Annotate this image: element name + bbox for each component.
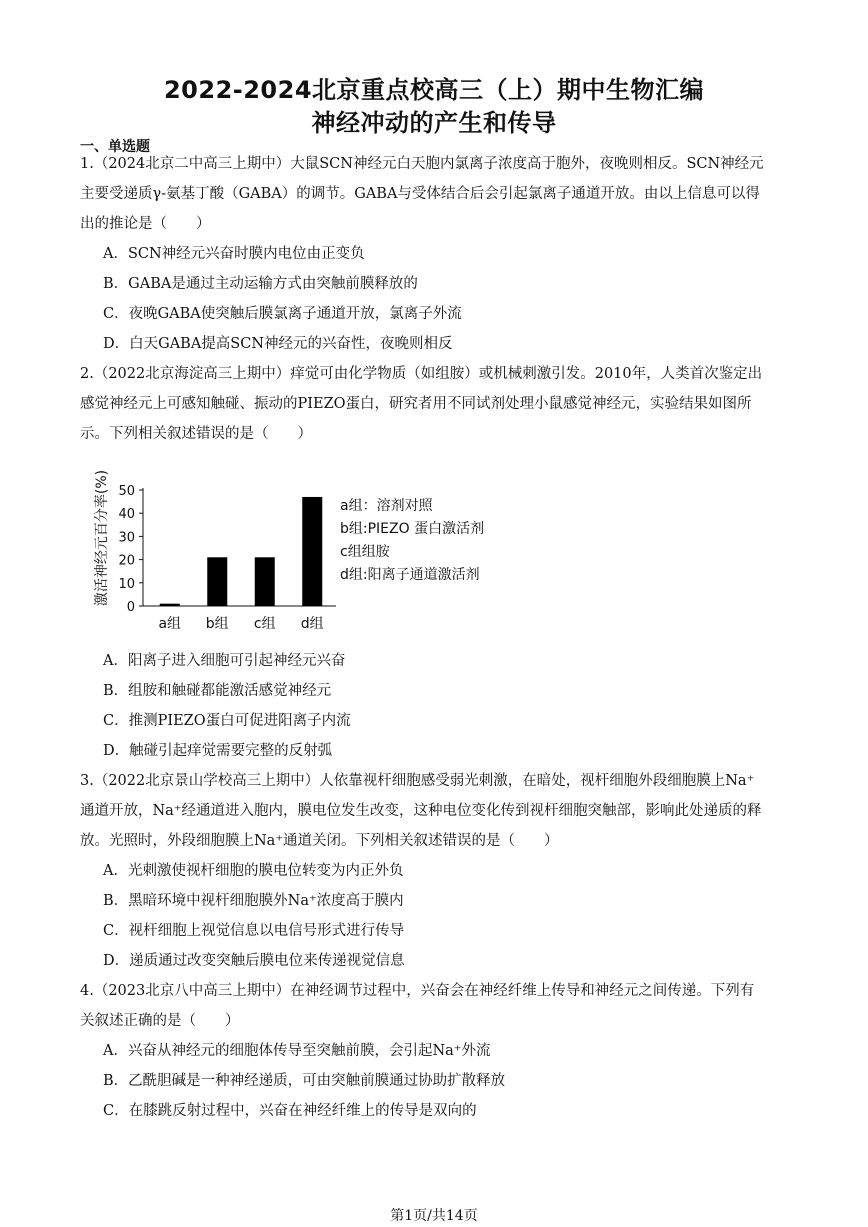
page-title: 2022-2024北京重点校高三（上）期中生物汇编	[163, 76, 705, 104]
bar	[160, 604, 180, 606]
question-1-stem-line: 1.（2024北京二中高三上期中）大鼠SCN神经元白天胞内氯离子浓度高于胞外，夜晚则相反。SCN神经元	[80, 156, 764, 172]
question-2-option-a: A．阳离子进入细胞可引起神经元兴奋	[103, 653, 346, 669]
question-2-option-b: B．组胺和触碰都能激活感觉神经元	[103, 683, 332, 699]
bar-chart	[88, 460, 548, 640]
question-1-option-b: B．GABA是通过主动运输方式由突触前膜释放的	[103, 276, 418, 292]
x-axis-labels	[158, 616, 323, 632]
y-tick-label: 50	[118, 484, 135, 499]
question-2-stem-line: 示。下列相关叙述错误的是（ ）	[80, 426, 312, 442]
question-2-stem-line: 感觉神经元上可感知触碰、振动的PIEZO蛋白，研究者用不同试剂处理小鼠感觉神经元，实验结果如图所	[80, 396, 752, 412]
page-subtitle: 神经冲动的产生和传导	[311, 109, 557, 137]
question-4-option-a: A．兴奋从神经元的细胞体传导至突触前膜，会引起Na⁺外流	[103, 1043, 491, 1059]
bar	[207, 557, 227, 606]
question-4-option-c: C．在膝跳反射过程中，兴奋在神经纤维上的传导是双向的	[103, 1103, 477, 1119]
page-footer: 第1页/共14页	[390, 1208, 478, 1224]
x-tick-label: a组	[158, 616, 182, 632]
question-1-option-d: D．白天GABA提高SCN神经元的兴奋性，夜晚则相反	[103, 336, 453, 352]
bar	[302, 497, 322, 606]
question-3-option-c: C．视杆细胞上视觉信息以电信号形式进行传导	[103, 923, 405, 939]
legend-entry: c组组胺	[340, 544, 390, 560]
question-2-option-d: D．触碰引起痒觉需要完整的反射弧	[103, 743, 333, 759]
question-3-stem-line: 3.（2022北京景山学校高三上期中）人依靠视杆细胞感受弱光刺激，在暗处，视杆细胞外段细胞膜上Na⁺	[80, 773, 755, 789]
bars	[160, 497, 323, 606]
question-1-stem-line: 出的推论是（ ）	[80, 216, 211, 232]
question-2-option-c: C．推测PIEZO蛋白可促进阳离子内流	[103, 713, 351, 729]
question-1-option-c: C．夜晚GABA使突触后膜氯离子通道开放，氯离子外流	[103, 306, 462, 322]
question-3-stem-line: 放。光照时，外段细胞膜上Na⁺通道关闭。下列相关叙述错误的是（ ）	[80, 833, 559, 849]
question-3-stem-line: 通道开放，Na⁺经通道进入胞内，膜电位发生改变，这种电位变化传到视杆细胞突触部，影响此处递质的释	[80, 803, 762, 819]
bar-chart-figure	[88, 460, 548, 640]
legend-entry: b组:PIEZO 蛋白激活剂	[340, 521, 485, 537]
question-3-option-b: B．黑暗环境中视杆细胞膜外Na⁺浓度高于膜内	[103, 893, 404, 909]
question-1-stem-line: 主要受递质γ-氨基丁酸（GABA）的调节。GABA与受体结合后会引起氯离子通道开放。由以上信息可以得	[80, 186, 760, 202]
chart-legend	[340, 497, 484, 583]
question-3-option-d: D．递质通过改变突触后膜电位来传递视觉信息	[103, 953, 405, 969]
question-4-stem-line: 关叙述正确的是（ ）	[80, 1013, 240, 1029]
section-heading: 一、单选题	[80, 139, 150, 155]
legend-entry: a组：溶剂对照	[340, 498, 433, 514]
y-tick-label: 20	[118, 553, 135, 569]
x-tick-label: c组	[253, 616, 276, 632]
x-tick-label: d组	[300, 616, 324, 632]
y-tick-label: 10	[118, 576, 135, 592]
question-3-option-a: A．光刺激使视杆细胞的膜电位转变为内正外负	[103, 863, 404, 879]
y-tick-label: 0	[126, 600, 135, 615]
legend-entry: d组:阳离子通道激活剂	[340, 567, 480, 583]
y-tick-label: 30	[118, 530, 135, 546]
y-tick-label: 40	[118, 507, 135, 523]
question-4-stem-line: 4.（2023北京八中高三上期中）在神经调节过程中，兴奋会在神经纤维上传导和神经元之间传递。下列有	[80, 983, 755, 999]
question-4-option-b: B．乙酰胆碱是一种神经递质，可由突触前膜通过协助扩散释放	[103, 1073, 506, 1089]
chart-ylabel: 激活神经元百分率(%)	[94, 469, 110, 607]
x-tick-label: b组	[205, 616, 229, 632]
bar	[255, 557, 275, 606]
question-2-stem-line: 2.（2022北京海淀高三上期中）痒觉可由化学物质（如组胺）或机械刺激引发。2010年，人类首次鉴定出	[80, 366, 763, 382]
question-1-option-a: A．SCN神经元兴奋时膜内电位由正变负	[103, 246, 365, 262]
